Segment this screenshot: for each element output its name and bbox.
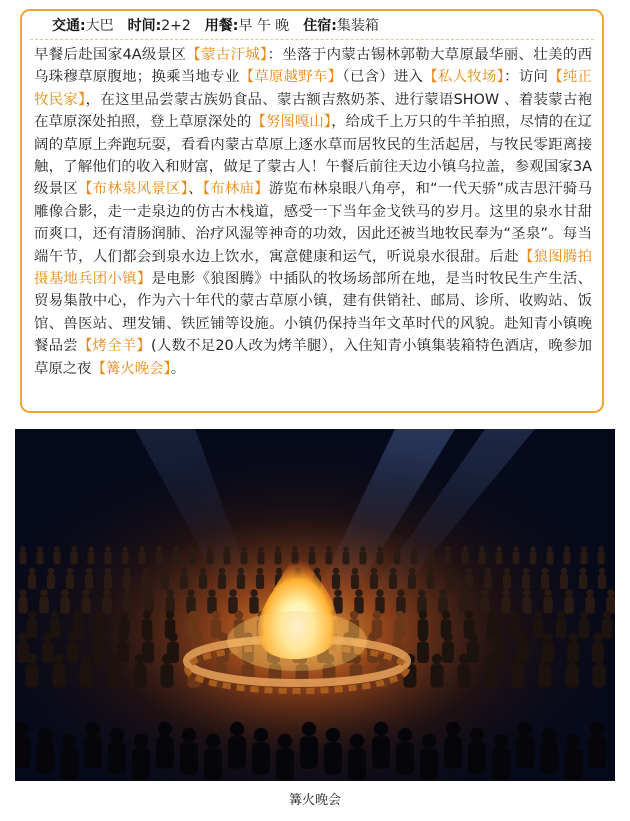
photo-caption: 篝火晚会 <box>288 793 341 808</box>
itinerary-segment: 、 <box>188 181 203 198</box>
attraction-name: 【努图嘎山】 <box>251 114 332 131</box>
lodging-label: 住宿: <box>303 18 337 34</box>
transport-value: 大巴 <box>85 18 114 34</box>
itinerary-segment: 早餐后赴国家4A级景区 <box>34 47 187 63</box>
meals-value: 早 午 晚 <box>238 18 290 34</box>
meta-divider <box>30 39 594 40</box>
itinerary-segment: 游览布林泉眼八角亭，和“一代天骄”成吉思汗骑马雕像合影，走一走泉边的仿古木栈道，感受一下当年金戈铁马的岁月。这里的泉水甘甜而爽口，还有清肠润肺、治疗风湿等神奇的功效，因此还被当地牧民奉为“圣泉”。每当端午节，人们都会到泉水边上饮水，寓意健康和运气，听说泉水很甜。后赴 <box>34 181 592 265</box>
bonfire-photo <box>15 429 615 781</box>
transport-label: 交通: <box>52 18 86 34</box>
attraction-name: 【狼图腾拍摄基地兵团小镇】 <box>34 248 592 288</box>
itinerary-segment: ：坐落于内蒙古锡林郭勒大草原最华丽、壮美的西乌珠穆草原腹地；换乘当地专业 <box>34 47 592 86</box>
itinerary-card <box>20 9 604 413</box>
itinerary-segment: 是电影《狼图腾》中插队的牧场场部所在地，是当时牧民生产生活、贸易集散中心，作为六十年代的蒙古草原小镇，建有供销社、邮局、诊所、收购站、饭馆、兽医站、理发铺、铁匠铺等设施。小镇仍保持当年文革时代的风貌。赴知青小镇晚餐品尝 <box>34 271 592 355</box>
lodging-value: 集装箱 <box>336 18 379 34</box>
attraction-name: 【篝火晚会】 <box>91 360 171 377</box>
attraction-name: 【蒙古汗城】 <box>186 47 268 63</box>
itinerary-segment: （已含）进入 <box>342 69 424 86</box>
itinerary-segment: ：访问 <box>504 69 549 86</box>
time-label: 时间: <box>127 18 162 34</box>
attraction-name: 【布林泉风景区】 <box>78 181 189 198</box>
attraction-name: 【纯正牧民家】 <box>34 69 592 108</box>
time-value: 2+2 <box>161 18 191 34</box>
attraction-name: 【私人牧场】 <box>423 69 505 86</box>
itinerary-segment: ，给成千上万只的牛羊拍照，尽情的在辽阔的草原上奔跑玩耍，看看内蒙古草原上逐水草而居牧民的生活起居，与牧民零距离接触，了解他们的收入和财富，做足了蒙古人！午餐后前往天边小镇乌拉盖，参观国家3A级景区 <box>34 114 592 198</box>
itinerary-segment: (人数不足20人改为烤羊腿），入住知青小镇集装箱特色酒店，晚参加草原之夜 <box>34 338 592 377</box>
itinerary-text <box>34 44 592 380</box>
attraction-name: 【草原越野车】 <box>239 69 343 86</box>
itinerary-segment: ，在这里品尝蒙古族奶食品、蒙古额吉熬奶茶、进行蒙语SHOW 、着装蒙古袍在草原深处拍照，登上草原深处的 <box>34 91 592 131</box>
trip-meta <box>52 16 393 36</box>
meals-label: 用餐: <box>204 18 239 34</box>
itinerary-segment: 。 <box>170 360 186 377</box>
attraction-name: 【烤全羊】 <box>77 338 151 355</box>
attraction-name: 【布林庙】 <box>202 181 269 198</box>
